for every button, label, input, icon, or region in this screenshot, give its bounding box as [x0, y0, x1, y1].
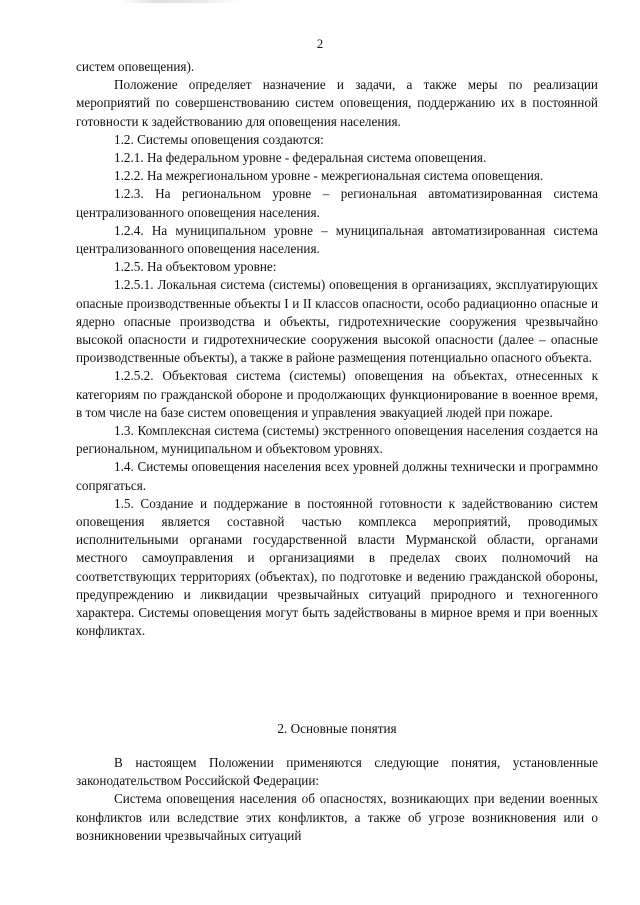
paragraph: Система оповещения населения об опасностях, возникающих при ведении военных конфликтов или вследствие этих конфликтов, а также об угрозе возникновения или о возникновении чрезвычайных ситуаций: [76, 791, 598, 843]
paragraph: 1.5. Создание и поддержание в постоянной готовности к задействованию систем оповещения является составной частью комплекса мероприятий, проводимых исполнительными органами государственной власти Мурманской области, органами местного самоуправления и организациями в пределах своих полномочий на соответствующих территориях (объектах), по подготовке и ведению гражданской обороны, предупреждению и ликвидации чрезвычайных ситуаций природного и техногенного характера. Системы оповещения могут быть задействованы в мирное время и при военных конфликтах.: [76, 495, 598, 639]
paragraph: В настоящем Положении применяются следующие понятия, установленные законодательством Российской Федерации:: [76, 755, 598, 789]
paragraph: 1.2.5. На объектовом уровне:: [114, 259, 277, 275]
paragraph: Положение определяет назначение и задачи, а также меры по реализации мероприятий по совершенствованию систем оповещения, поддержанию их в постоянной готовности к задействованию для оповещения населения.: [76, 77, 598, 129]
paragraph: 1.2.2. На межрегиональном уровне - межрегиональная система оповещения.: [114, 168, 544, 184]
paragraph: 1.2.5.2. Объектовая система (системы) оповещения на объектах, отнесенных к категориям по гражданской обороне и продолжающих функционирование в военное время, в том числе на базе систем оповещения и управления эвакуацией людей при пожаре.: [76, 368, 598, 420]
section-2-body: [76, 754, 598, 845]
paragraph: 1.2. Системы оповещения создаются:: [114, 131, 324, 147]
paragraph: 1.2.5.1. Локальная система (системы) оповещения в организациях, эксплуатирующих опасные производственные объекты I и II классов опасности, особо радиационно опасные и ядерно опасные производства и объекты, гидротехнические сооружения чрезвычайно высокой опасности и гидротехнические сооружения высокой опасности (далее – опасные производственные объекты), а также в районе размещения потенциально опасного объекта.: [76, 277, 598, 366]
paragraph: 1.3. Комплексная система (системы) экстренного оповещения населения создается на региональном, муниципальном и объектовом уровнях.: [76, 423, 598, 457]
page-number: 2: [316, 36, 324, 51]
paragraph: 1.2.4. На муниципальном уровне – муниципальная автоматизированная система централизованного оповещения населения.: [76, 222, 598, 257]
scan-artifact: [120, 0, 240, 3]
section-2-heading: 2. Основные понятия: [277, 721, 397, 736]
section-1-body: [76, 58, 598, 641]
paragraph: 1.2.1. На федеральном уровне - федеральная система оповещения.: [114, 150, 487, 166]
paragraph: 1.4. Системы оповещения населения всех уровней должны технически и программно сопрягаться.: [76, 459, 598, 493]
paragraph: 1.2.3. На региональном уровне – региональная автоматизированная система централизованного оповещения населения.: [76, 186, 598, 220]
paragraph: систем оповещения).: [76, 59, 195, 74]
